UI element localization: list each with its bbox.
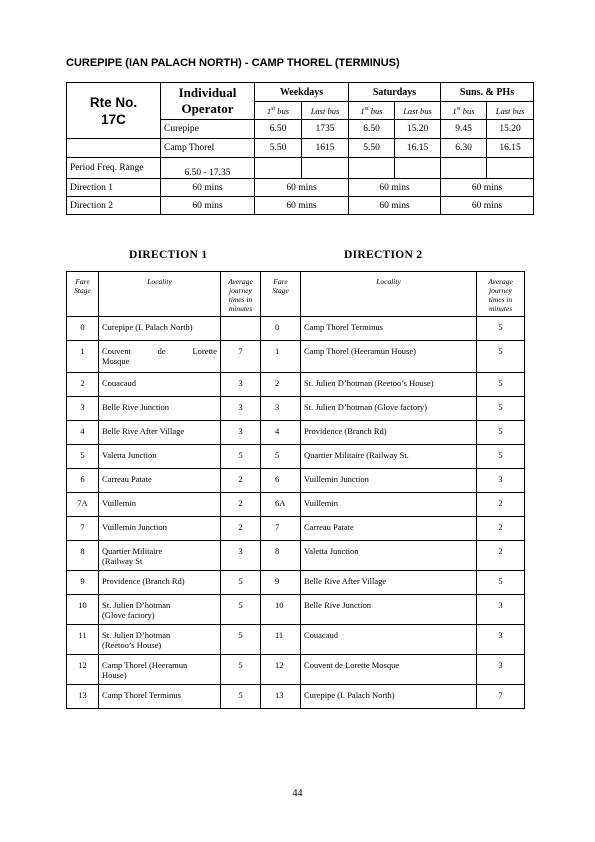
locality-cell: Vuillemin (301, 493, 477, 517)
stages-header-row (67, 272, 525, 317)
journey-time-cell: 5 (477, 317, 525, 341)
journey-time-cell: 3 (477, 595, 525, 625)
locality-cell (99, 541, 221, 571)
journey-time-cell: 5 (221, 655, 261, 685)
locality-line: Quartier Militaire (102, 546, 163, 556)
locality-line: House) (102, 670, 127, 680)
fare-stage-cell: 2 (261, 373, 301, 397)
journey-time-cell: 2 (221, 517, 261, 541)
frequency-cell: 60 mins (349, 179, 441, 197)
stage-row (67, 625, 525, 655)
weekdays-header: Weekdays (255, 83, 349, 102)
locality-cell (99, 397, 221, 421)
fare-stage-cell: 7 (261, 517, 301, 541)
stage-row (67, 517, 525, 541)
journey-time-cell: 3 (477, 469, 525, 493)
fare-stage-cell: 12 (261, 655, 301, 685)
locality-cell (99, 655, 221, 685)
locality-header: Locality (99, 272, 221, 317)
journey-time-cell: 5 (221, 595, 261, 625)
locality-header: Locality (301, 272, 477, 317)
journey-time-cell: 5 (221, 445, 261, 469)
journey-time-cell: 3 (477, 655, 525, 685)
frequency-cell: 60 mins (161, 197, 255, 215)
time-cell: 6.30 (441, 139, 487, 158)
journey-time-cell: 2 (477, 541, 525, 571)
locality-cell (99, 317, 221, 341)
locality-cell: Camp Thorel Terminus (301, 317, 477, 341)
period-row (67, 158, 534, 179)
locality-line: Vuillemin (102, 498, 136, 508)
stage-row (67, 595, 525, 625)
fare-stage-cell: 7 (67, 517, 99, 541)
time-cell: 1735 (302, 120, 349, 139)
frequency-cell: 60 mins (255, 179, 349, 197)
journey-time-cell: 5 (221, 625, 261, 655)
period-value: 6.50 - 17.35 (161, 158, 255, 179)
page-title: CUREPIPE (IAN PALACH NORTH) - CAMP THOREL (TERMINUS) (66, 57, 400, 69)
journey-time-cell (221, 317, 261, 341)
route-label: Rte No. (89, 94, 138, 110)
journey-time-cell: 7 (477, 685, 525, 709)
locality-line: Belle Rive After Village (102, 426, 185, 436)
locality-cell (99, 445, 221, 469)
journey-time-cell: 5 (477, 421, 525, 445)
locality-cell: St. Julien D’hotman (Reetoo’s House) (301, 373, 477, 397)
journey-time-cell: 2 (221, 493, 261, 517)
locality-line: Curepipe (I. Palach North) (102, 322, 193, 332)
stage-row (67, 317, 525, 341)
stage-row (67, 373, 525, 397)
journey-time-cell: 3 (477, 625, 525, 655)
stage-row (67, 397, 525, 421)
locality-cell: St. Julien D’hotman (Glove factory) (301, 397, 477, 421)
locality-cell: Camp Thorel (Heeramun House) (301, 341, 477, 373)
journey-time-cell: 5 (221, 571, 261, 595)
locality-cell (99, 373, 221, 397)
locality-cell: Couacaud (301, 625, 477, 655)
frequency-cell: 60 mins (441, 197, 534, 215)
fare-stage-cell: 9 (261, 571, 301, 595)
first-bus-header: 1st bus (255, 102, 302, 120)
locality-cell: Providence (Branch Rd) (301, 421, 477, 445)
time-cell: 5.50 (349, 139, 395, 158)
journey-time-header: Average journey times in minutes (477, 272, 525, 317)
frequency-cell: 60 mins (349, 197, 441, 215)
fare-stage-cell: 4 (261, 421, 301, 445)
time-cell: 16.15 (395, 139, 441, 158)
sundays-header: Suns. & PHs (441, 83, 534, 102)
locality-cell: Belle Rive Junction (301, 595, 477, 625)
journey-time-cell: 5 (477, 397, 525, 421)
locality-line: Providence (Branch Rd) (102, 576, 185, 586)
locality-cell: Vuillemin Junction (301, 469, 477, 493)
period-label: Period Freq. Range (67, 158, 161, 179)
locality-line: Camp Thorel Terminus (102, 690, 181, 700)
locality-cell: Valetta Junction (301, 541, 477, 571)
fare-stage-cell: 3 (261, 397, 301, 421)
operator-line-1: Individual (178, 85, 237, 100)
first-bus-header: 1st bus (349, 102, 395, 120)
locality-cell (99, 341, 221, 373)
journey-time-cell: 2 (221, 469, 261, 493)
saturdays-header: Saturdays (349, 83, 441, 102)
locality-line: St. Julien D’hotman (102, 630, 171, 640)
journey-time-cell: 5 (477, 571, 525, 595)
journey-time-cell: 5 (477, 445, 525, 469)
journey-time-cell: 3 (221, 373, 261, 397)
fare-stage-cell: 12 (67, 655, 99, 685)
locality-cell: Carreau Patate (301, 517, 477, 541)
last-bus-header: Last bus (487, 102, 534, 120)
frequency-cell: 60 mins (255, 197, 349, 215)
stage-row (67, 493, 525, 517)
time-cell: 1615 (302, 139, 349, 158)
page-number: 44 (292, 788, 303, 799)
frequency-cell: 60 mins (161, 179, 255, 197)
fare-stage-cell: 1 (67, 341, 99, 373)
stage-row (67, 469, 525, 493)
stage-row (67, 685, 525, 709)
time-cell: 15.20 (487, 120, 534, 139)
locality-cell (99, 625, 221, 655)
locality-line: Camp Thorel (Heeramun (102, 660, 188, 670)
route-number: 17C (101, 111, 126, 127)
fare-stage-cell: 9 (67, 571, 99, 595)
time-cell: 5.50 (255, 139, 302, 158)
direction-row (67, 179, 534, 197)
stage-row (67, 571, 525, 595)
direction-2-heading: DIRECTION 2 (344, 249, 423, 261)
frequency-cell: 60 mins (441, 179, 534, 197)
fare-stage-cell: 10 (261, 595, 301, 625)
direction-row (67, 197, 534, 215)
locality-line: (Glove factory) (102, 610, 155, 620)
fare-stage-cell: 6A (261, 493, 301, 517)
time-cell: 16.15 (487, 139, 534, 158)
locality-line: Carreau Patate (102, 474, 152, 484)
stage-row (67, 445, 525, 469)
fare-stage-cell: 2 (67, 373, 99, 397)
locality-cell (99, 493, 221, 517)
fare-stage-cell: 0 (261, 317, 301, 341)
direction-label: Direction 2 (67, 197, 161, 215)
journey-time-header: Average journey times in minutes (221, 272, 261, 317)
time-cell: 15.20 (395, 120, 441, 139)
times-row (67, 139, 534, 158)
fare-stage-cell: 4 (67, 421, 99, 445)
first-bus-header: 1st bus (441, 102, 487, 120)
journey-time-cell: 5 (477, 373, 525, 397)
operator-line-2: Operator (181, 101, 234, 116)
journey-time-cell: 2 (477, 493, 525, 517)
fare-stage-cell: 13 (261, 685, 301, 709)
fare-stage-cell: 13 (67, 685, 99, 709)
route-number-cell (67, 83, 161, 139)
route-summary-table (66, 82, 534, 215)
fare-stage-header: Fare Stage (261, 272, 301, 317)
locality-cell: Curepipe (I. Palach North) (301, 685, 477, 709)
time-cell: 6.50 (255, 120, 302, 139)
fare-stage-cell: 1 (261, 341, 301, 373)
locality-line: Mosque (102, 356, 130, 366)
journey-time-cell: 3 (221, 397, 261, 421)
fare-stage-cell: 11 (261, 625, 301, 655)
journey-time-cell: 5 (221, 685, 261, 709)
locality-line: Valetta Junction (102, 450, 157, 460)
locality-cell (99, 469, 221, 493)
operator-header (161, 83, 255, 120)
fare-stage-cell: 8 (67, 541, 99, 571)
fare-stage-cell: 10 (67, 595, 99, 625)
fare-stage-cell: 6 (67, 469, 99, 493)
fare-stage-header: Fare Stage (67, 272, 99, 317)
locality-line: Vuillemin Junction (102, 522, 167, 532)
locality-cell: Quartier Militaire (Railway St. (301, 445, 477, 469)
origin-label: Camp Thorel (161, 139, 255, 158)
locality-line: Couacaud (102, 378, 136, 388)
journey-time-cell: 7 (221, 341, 261, 373)
fare-stage-cell: 5 (261, 445, 301, 469)
journey-time-cell: 3 (221, 421, 261, 445)
direction-1-heading: DIRECTION 1 (129, 249, 208, 261)
journey-time-cell: 3 (221, 541, 261, 571)
time-cell: 9.45 (441, 120, 487, 139)
locality-line: (Reetoo’s House) (102, 640, 162, 650)
fare-stages-table (66, 271, 525, 709)
locality-line: (Railway St (102, 556, 143, 566)
fare-stage-cell: 0 (67, 317, 99, 341)
locality-cell (99, 517, 221, 541)
fare-stage-cell: 3 (67, 397, 99, 421)
locality-line: St. Julien D’hotman (102, 600, 171, 610)
time-cell: 6.50 (349, 120, 395, 139)
locality-line: Couvent de Lorette (102, 346, 217, 356)
fare-stage-cell: 7A (67, 493, 99, 517)
fare-stage-cell: 11 (67, 625, 99, 655)
locality-cell (99, 595, 221, 625)
fare-stage-cell: 6 (261, 469, 301, 493)
journey-time-cell: 5 (477, 341, 525, 373)
locality-cell: Couvent de Lorette Mosque (301, 655, 477, 685)
locality-cell (99, 421, 221, 445)
locality-cell: Belle Rive After Village (301, 571, 477, 595)
locality-line: Belle Rive Junction (102, 402, 170, 412)
locality-cell (99, 685, 221, 709)
stage-row (67, 341, 525, 373)
fare-stage-cell: 8 (261, 541, 301, 571)
stage-row (67, 655, 525, 685)
direction-label: Direction 1 (67, 179, 161, 197)
last-bus-header: Last bus (302, 102, 349, 120)
journey-time-cell: 2 (477, 517, 525, 541)
stage-row (67, 541, 525, 571)
stage-row (67, 421, 525, 445)
fare-stage-cell: 5 (67, 445, 99, 469)
locality-cell (99, 571, 221, 595)
last-bus-header: Last bus (395, 102, 441, 120)
origin-label: Curepipe (161, 120, 255, 139)
